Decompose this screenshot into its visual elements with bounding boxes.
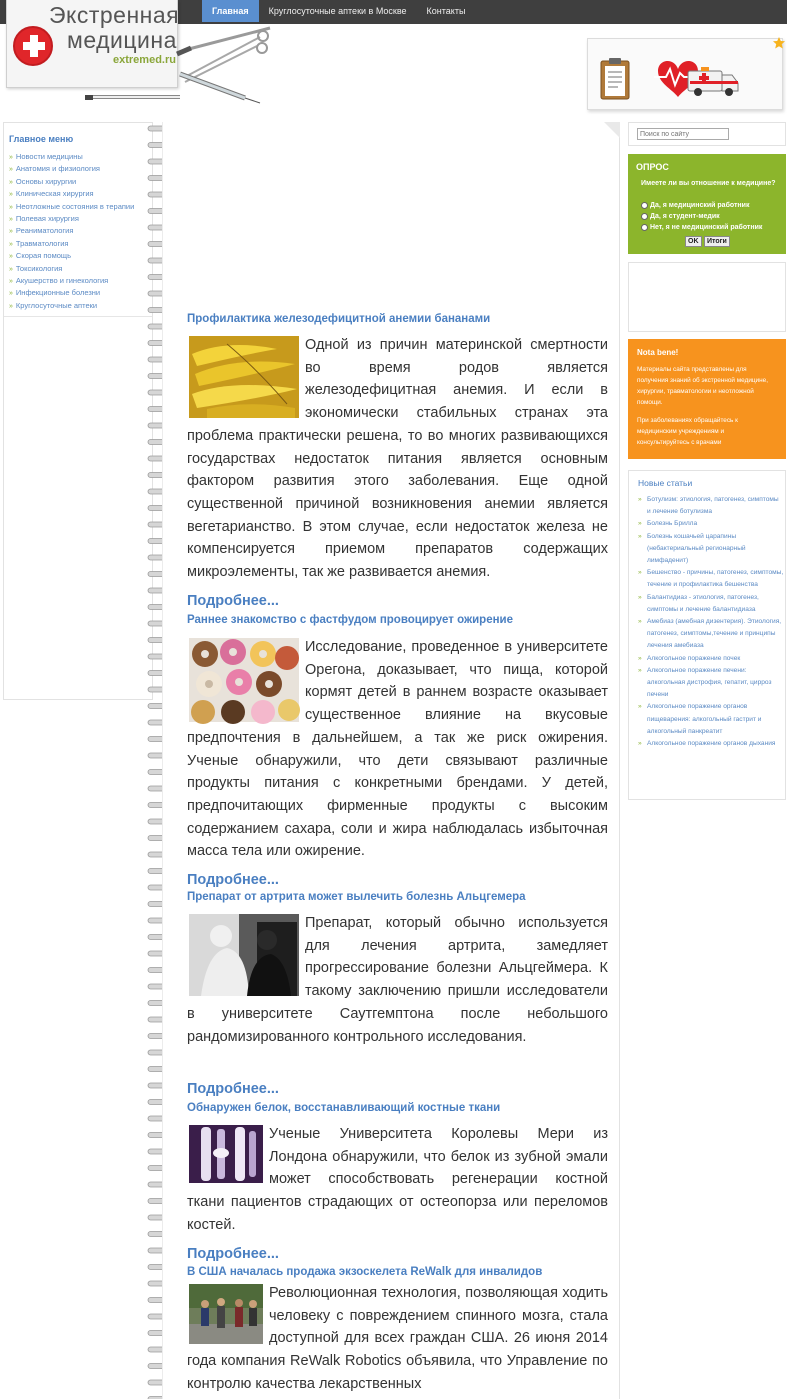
- poll-option-label: Нет, я не медицинский работник: [650, 224, 763, 231]
- radio-button[interactable]: [641, 224, 648, 231]
- menu-divider: [4, 316, 152, 317]
- read-more-alzheimer[interactable]: Подробнее...: [187, 1081, 279, 1097]
- article-title-rewalk[interactable]: В США началась продажа экзоскелета ReWalk для инвалидов: [187, 1266, 543, 1278]
- article-body-bone-protein: Ученые Университета Королевы Мери из Лондона обнаружили, что белок из зубной эмали может способствовать регенерации костной ткани пациентов страдающих от остеопорза или переломов костей.: [187, 1126, 608, 1233]
- new-articles-title: Новые статьи: [638, 478, 693, 488]
- read-more-fastfood[interactable]: Подробнее...: [187, 872, 279, 888]
- empty-widget: [628, 262, 786, 332]
- search-input[interactable]: [637, 128, 729, 140]
- menu-item-emergency-therapy[interactable]: » Неотложные состояния в терапии: [9, 202, 134, 214]
- menu-item-anatomy[interactable]: » Анатомия и физиология: [9, 164, 134, 176]
- read-more-bone-protein[interactable]: Подробнее...: [187, 1246, 279, 1262]
- menu-item-obstetrics[interactable]: » Акушерство и гинекология: [9, 276, 134, 288]
- article-text-anemia: [187, 334, 608, 584]
- xray-photo: [187, 1123, 265, 1183]
- search-widget: [628, 122, 786, 146]
- article-body-anemia: Одной из причин материнской смертности во время родов является железодефицитная анемия. И если в экономически стабильных странах эта проблема практически решена, то во многих развивающихся государствах недостаток питания является основным фактором развития этого заболевания. Еще одной существенной причиной возникновения анемии является вегетарианство. В этом случае, если недостаток железа не компенсируется приемом препаратов содержащих микроэлементы, так же развивается анемия.: [187, 337, 608, 581]
- nota-paragraph-1: Материалы сайта представлены для получения знаний об экстренной медицине, хирургии, травматологии и неотложной помощи.: [637, 366, 768, 406]
- menu-item-traumatology[interactable]: » Травматология: [9, 239, 134, 251]
- new-article-link[interactable]: » Болезнь Брилла: [638, 518, 784, 530]
- new-article-link[interactable]: » Болезнь кошачьей царапины (небактериальный регионарный лимфаденит): [638, 531, 784, 568]
- article-title-anemia[interactable]: Профилактика железодефицитной анемии бананами: [187, 313, 491, 325]
- menu-item-reanimatology[interactable]: » Реаниматология: [9, 226, 134, 238]
- poll-title: ОПРОС: [636, 162, 669, 172]
- menu-item-infectious-diseases[interactable]: » Инфекционные болезни: [9, 288, 134, 300]
- new-article-link[interactable]: » Алкогольное поражение почек: [638, 653, 784, 665]
- new-article-link[interactable]: » Амебиаз (амебная дизентерия). Этиология, патогенез, симптомы,течение и принципы лечения амебиаза: [638, 616, 784, 653]
- article-body-alzheimer: Препарат, который обычно используется для лечения артрита, замедляет прогрессирование болезни Альцгеймера. К такому заключению пришли исследователи в университете Саутгемптона после небольшого рандомизированного контрольного исследования.: [187, 915, 608, 1045]
- poll-results-button[interactable]: Итоги: [704, 236, 730, 247]
- article-text-rewalk: [187, 1282, 608, 1396]
- poll-widget: [628, 154, 786, 254]
- read-more-anemia[interactable]: Подробнее...: [187, 593, 279, 609]
- logo-title-line1: Экстренная: [49, 2, 180, 28]
- new-articles-list: [638, 494, 784, 750]
- nav-home[interactable]: Главная: [202, 0, 259, 22]
- menu-item-clinical-surgery[interactable]: » Клиническая хирургия: [9, 189, 134, 201]
- new-article-link[interactable]: » Балантидиаз - этиология, патогенез, симптомы и лечение балантидиаза: [638, 592, 784, 616]
- article-text-bone-protein: [187, 1123, 608, 1237]
- poll-option-not-medical[interactable]: [650, 224, 762, 231]
- nav-contacts[interactable]: Контакты: [426, 6, 466, 16]
- header-medical-icons: [587, 38, 783, 110]
- menu-item-field-surgery[interactable]: » Полевая хирургия: [9, 214, 134, 226]
- article-body-fastfood: Исследование, проведенное в университете Орегона, доказывает, что пища, которой кормят детей в раннем возрасте оказывает существенное влияние на вкусовые предпочтения в дальнейшем, а так же риск ожирения. Ученые обнаружили, что дети связывают различные продукты питания с конкретными брендами. У детей, предпочитающих фирменные продукты с высоким содержанием сахара, соли и жира наблюдалась избыточная масса тела или ожирение.: [187, 639, 608, 860]
- nota-title: Nota bene!: [637, 348, 679, 357]
- menu-item-pharmacies[interactable]: » Круглосуточные аптеки: [9, 301, 134, 313]
- article-text-alzheimer: [187, 912, 608, 1048]
- nav-pharmacies[interactable]: Круглосуточные аптеки в Москве: [268, 6, 407, 16]
- red-cross-icon: [13, 26, 53, 66]
- exoskeleton-photo: [187, 1282, 265, 1344]
- menu-item-surgery-basics[interactable]: » Основы хирургии: [9, 177, 134, 189]
- article-title-fastfood[interactable]: Раннее знакомство с фастфудом провоцирует ожирение: [187, 614, 514, 626]
- menu-item-medical-news[interactable]: » Новости медицины: [9, 152, 134, 164]
- ambulance-icon: [688, 67, 738, 96]
- bananas-photo: [187, 334, 301, 420]
- main-menu: [9, 152, 134, 313]
- article-text-fastfood: [187, 636, 608, 863]
- article-body-rewalk: Революционная технология, позволяющая ходить человеку с повреждением спинного мозга, стала доступной для всех граждан США. 26 июня 2014 года компания ReWalk Robotics объявила, что Управление по контролю качества лекарственных: [187, 1285, 608, 1392]
- new-article-link[interactable]: » Алкогольное поражение органов пищеварения: алкогольный гастрит и алкогольный панкреатит: [638, 701, 784, 738]
- poll-option-label: Да, я медицинский работник: [650, 202, 750, 209]
- poll-question: Имеете ли вы отношение к медицине?: [641, 180, 776, 187]
- main-nav: [202, 0, 475, 22]
- new-article-link[interactable]: » Бешенство - причины, патогенез, симптомы, течение и профилактика бешенства: [638, 567, 784, 591]
- poll-option-label: Да, я студент-медик: [650, 213, 720, 220]
- article-title-bone-protein[interactable]: Обнаружен белок, восстанавливающий костные ткани: [187, 1102, 501, 1114]
- left-sidebar: [3, 122, 153, 700]
- main-menu-title: Главное меню: [9, 134, 74, 144]
- radio-button[interactable]: [641, 213, 648, 220]
- nota-paragraph-2: При заболеваниях обращайтесь к медицинским учреждениям и консультируйтесь с врачами: [637, 417, 738, 446]
- star-icon: [772, 36, 786, 50]
- new-article-link[interactable]: » Алкогольное поражение печени: алкогольная дистрофия, гепатит, цирроз печени: [638, 665, 784, 702]
- clipboard-icon: [601, 58, 629, 99]
- poll-option-medical-worker[interactable]: [650, 202, 749, 209]
- poll-option-student[interactable]: [650, 213, 720, 220]
- article-title-alzheimer[interactable]: Препарат от артрита может вылечить болезнь Альцгемера: [187, 891, 526, 903]
- logo-url: extremed.ru: [113, 54, 176, 66]
- page-curl-corner: [604, 122, 620, 138]
- elderly-photo: [187, 912, 301, 998]
- menu-item-toxicology[interactable]: » Токсикология: [9, 264, 134, 276]
- new-article-link[interactable]: » Ботулизм: этиология, патогенез, симптомы и лечение ботулизма: [638, 494, 784, 518]
- new-articles-widget: [628, 470, 786, 800]
- logo-title-line2: медицина: [67, 27, 177, 53]
- donuts-photo: [187, 636, 301, 724]
- nota-bene-widget: [628, 339, 786, 459]
- poll-ok-button[interactable]: OK: [685, 236, 702, 247]
- menu-item-ambulance[interactable]: » Скорая помощь: [9, 251, 134, 263]
- radio-button[interactable]: [641, 202, 648, 209]
- new-article-link[interactable]: » Алкогольное поражение органов дыхания: [638, 738, 784, 750]
- surgical-tools-illustration: [85, 22, 275, 104]
